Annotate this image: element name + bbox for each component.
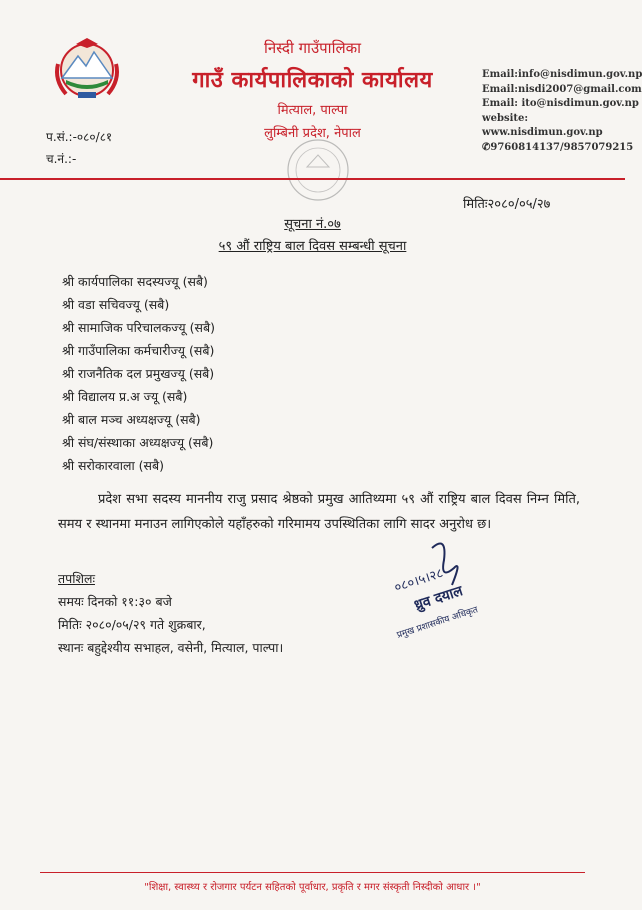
recipient-item: श्री कार्यपालिका सदस्यज्यू (सबै) [62,274,208,289]
details-time: समयः दिनको ११:३० बजे [58,594,172,609]
notice-number: सूचना नं.०७ [284,217,341,232]
body-paragraph: प्रदेश सभा सदस्य माननीय राजु प्रसाद श्रेष्ठको प्रमुख आतिथ्यमा ५९ औं राष्ट्रिय बाल दिवस निम्न मिति, समय र स्थानमा मनाउन लागिएकोले यहाँहरुको गरिमामय उपस्थितिका लागि सादर अनुरोध छ। [58,492,580,532]
municipality-name: निस्दी गाउँपालिका [263,39,362,57]
contact-email-ito[interactable]: Email: ito@nisdimun.gov.np [482,98,639,109]
recipient-item: श्री वडा सचिवज्यू (सबै) [62,297,170,312]
contact-phone: ✆9760814137/9857079215 [482,141,634,153]
office-name: गाउँ कार्यपालिकाको कार्यालय [192,68,433,93]
header-divider [0,178,625,180]
event-details [58,567,283,659]
letter-reference-number: प.सं.:-०८०/८१ [46,130,113,144]
recipient-item: श्री राजनैतिक दल प्रमुखज्यू (सबै) [62,366,215,381]
signature-block [392,530,522,640]
details-venue: स्थानः बहुद्देश्यीय सभाहल, वसेनी, मित्याल, पाल्पा। [58,640,284,655]
contact-website-label: website: [482,112,529,124]
notice-subject: ५९ औं राष्ट्रिय बाल दिवस सम्बन्धी सूचना [218,239,407,254]
details-date: मितिः २०८०/०५/२९ गते शुक्रबार, [58,617,206,632]
contact-website[interactable]: www.nisdimun.gov.np [482,127,603,138]
footer-divider [40,872,585,873]
recipient-item: श्री सामाजिक परिचालकज्यू (सबै) [62,320,215,335]
dispatch-number: च.नं.:- [46,152,77,166]
recipient-item: श्री बाल मञ्च अध्यक्षज्यू (सबै) [62,412,201,427]
footer-slogan: "शिक्षा, स्वास्थ्य र रोजगार पर्यटन सहितको पूर्वाधार, प्रकृति र मगर संस्कृती निस्दीको आधार ।" [144,882,481,893]
signature-name: ध्रुव दयाल [412,583,465,614]
recipient-item: श्री सरोकारवाला (सबै) [62,458,165,473]
recipient-list [62,270,215,477]
contact-email-info[interactable]: Email:info@nisdimun.gov.np [482,69,642,80]
recipient-item: श्री गाउँपालिका कर्मचारीज्यू (सबै) [62,343,215,358]
contact-block [482,68,642,155]
contact-email-gmail[interactable]: Email:nisdi2007@gmail.com [482,83,642,95]
letter-date: मितिः२०८०/०५/२७ [463,197,551,212]
office-stamp [285,137,351,203]
details-title: तपशिलः [58,571,95,586]
office-province: लुम्बिनी प्रदेश, नेपाल [264,126,361,141]
signature-date: ०८०।५।२८ [392,565,446,596]
recipient-item: श्री विद्यालय प्र.अ ज्यू (सबै) [62,389,188,404]
signature-title: प्रमुख प्रशासकीय अधिकृत [395,605,480,641]
office-location: मित्याल, पाल्पा [277,103,348,118]
recipient-item: श्री संघ/संस्थाका अध्यक्षज्यू (सबै) [62,435,214,450]
